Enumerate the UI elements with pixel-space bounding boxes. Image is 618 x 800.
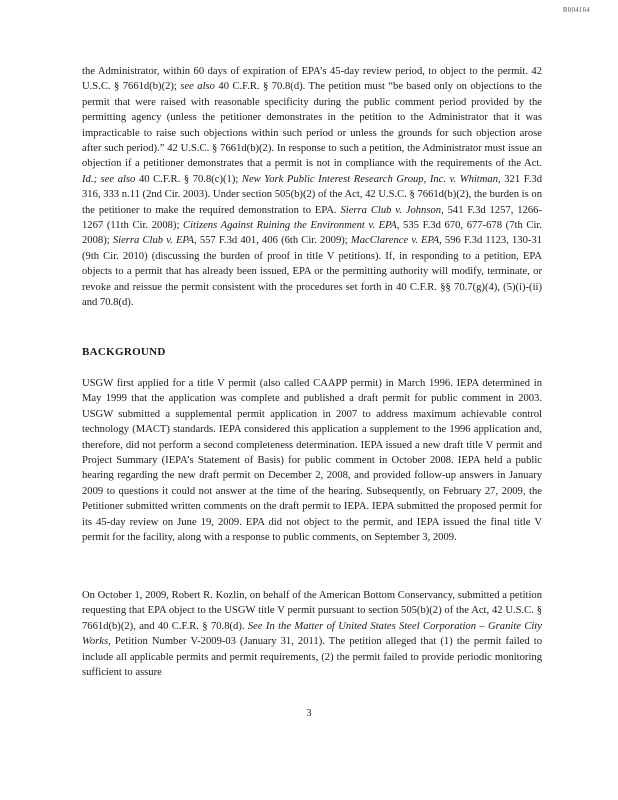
case-name: MacClarence v. EPA	[350, 235, 440, 247]
case-name: Sierra Club v. EPA	[112, 235, 195, 247]
page-number: 3	[306, 708, 312, 719]
text-run: , 535 F.3d 670, 677-678 (7th Cir. 2008);	[82, 220, 543, 247]
bates-number: R004164	[562, 6, 590, 14]
case-name: Sierra Club v. Johnson	[340, 204, 442, 216]
text-run: , Petition Number V-2009-03 (January 31, 2011). The petition alleged that (1) the permit failed to include all applicable permits and permit requirements, (2) the permit failed to provide periodic monitoring sufficient to assure	[82, 636, 542, 679]
text-run: the Administrator, within 60 days of expiration of EPA’s 45-day review period, to object to the permit. 42 U.S.C. § 7661d(b)(2);	[82, 66, 542, 93]
text-run: , 557 F.3d 401, 406 (6th Cir. 2009);	[194, 235, 351, 247]
paragraph-background	[82, 376, 542, 545]
text-run: , 541 F.3d 1257, 1266-1267 (11th Cir. 2008);	[82, 204, 542, 232]
citation-signal: see also	[180, 81, 215, 93]
case-name: New York Public Interest Research Group, Inc. v. Whitman	[241, 173, 498, 185]
case-name: See In the Matter of United States Steel Corporation – Granite City Works	[82, 620, 542, 648]
paragraph-legal-standard	[82, 64, 542, 311]
section-heading: BACKGROUND	[82, 346, 166, 358]
text-run: USGW first applied for a title V permit (also called CAAPP permit) in March 1996. IEPA determined in May 1999 that the application was complete and published a draft permit for public comment in 2003. USGW submitted a supplemental permit application in 2007 to address maximum achievable control technology (MACT) standards. IEPA considered this application a supplement to the 1996 application and, therefore, did not perform a second completeness determination. IEPA issued a new draft title V permit and Project Summary (IEPA’s Statement of Basis) for public comment in October 2008. IEPA held a public hearing regarding the new draft permit on December 2, 2008, and provided follow-up answers in January 2009 to questions it could not answer at the time of the hearing. Subsequently, on February 27, 2009, the Petitioner submitted written comments on the draft permit to IEPA. IEPA submitted the proposed permit for its 45-day review on June 19, 2009. EPA did not object to the permit, and IEPA issued the final title V permit for the facility, along with a response to public comments, on September 3, 2009.	[82, 378, 542, 544]
text-run: 40 C.F.R. § 70.8(c)(1);	[135, 173, 242, 185]
text-run: , 321 F.3d 316, 333 n.11 (2nd Cir. 2003). Under section 505(b)(2) of the Act, 42 U.S.C. § 7661d(b)(2), the burden is on the petitioner to make the required demonstration to EPA.	[82, 173, 542, 216]
text-run: , 596 F.3d 1123, 130-31 (9th Cir. 2010) (discussing the burden of proof in title V petitions). If, in responding to a petition, EPA objects to a permit that has already been issued, EPA or the permitting authority will modify, terminate, or revoke and reissue the permit consistent with the procedures set forth in 40 C.F.R. §§ 70.7(g)(4), (5)(i)-(ii) and 70.8(d).	[82, 235, 543, 309]
text-run: 40 C.F.R. § 70.8(d). The petition must “be based only on objections to the permit that were raised with reasonable specificity during the public comment period provided by the permitting agency (unless the petitioner demonstrates in the petition to the Administrator that it was impracticable to raise such objections within such period or unless the grounds for such objection arose after such period).” 42 U.S.C. § 7661d(b)(2). In response to such a petition, the Administrator must issue an objection if a petitioner demonstrates that a permit is not in compliance with the requirements of the Act.	[82, 81, 542, 170]
text-run: On October 1, 2009, Robert R. Kozlin, on behalf of the American Bottom Conservancy, submitted a petition requesting that EPA object to the USGW title V permit pursuant to section 505(b)(2) of the Act, 42 U.S.C. § 7661d(b)(2), and 40 C.F.R. § 70.8(d).	[82, 590, 542, 632]
citation-signal: Id.; see also	[82, 173, 136, 185]
case-name: Citizens Against Ruining the Environment v. EPA	[183, 220, 397, 232]
paragraph-petition	[82, 588, 542, 680]
